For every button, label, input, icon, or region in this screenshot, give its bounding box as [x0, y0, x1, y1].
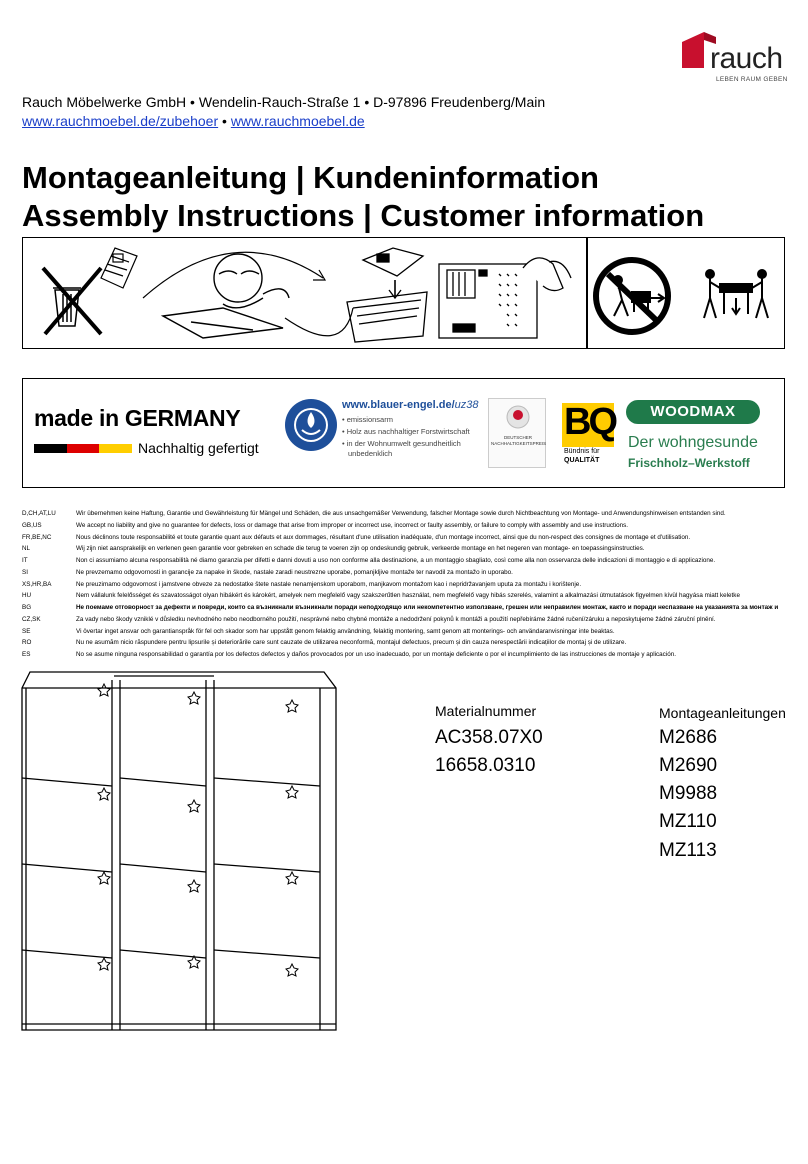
bq-line-2: QUALITÄT: [564, 457, 600, 464]
disclaimer-row: HU Nem vállalunk felelősséget és szavatosságot olyan hibákért és károkért, amelyek nem megfelelő vagy szakszerűtlen használat, nem megfelelő vagy hibás szerelés, valamint a alkalmazási útmutatások figyelmen kívül hagyása miatt keletke: [22, 592, 740, 600]
disclaimer-row: FR,BE,NC Nous déclinons toute responsabilité et toute garantie quant aux défauts et aux dommages, résultant d'une utilisation inadéquate, d'un montage incorrect, ainsi que du non-respect des consignes de montage et d'utilisation.: [22, 533, 691, 541]
company-address: Rauch Möbelwerke GmbH • Wendelin-Rauch-Straße 1 • D-97896 Freudenberg/Main: [22, 94, 546, 110]
blauer-engel-seal: [284, 396, 479, 470]
bq-letters: BQ: [564, 401, 615, 443]
woodmax-line-1: Der wohngesunde: [628, 434, 758, 451]
disclaimer-row: CZ,SK Za vady nebo škody vzniklé v důsledku nevhodného nebo neodborného použití, nesprávné nebo chybné montáže a nedodržení pokynů k montáži a použití nepřebíráme žádné ručení/záruku a neposkytujeme žádné záruční plnění.: [22, 615, 716, 623]
material-number: 16658.0310: [435, 755, 536, 776]
no-sliding-warning-panel: [587, 237, 785, 349]
woodmax-logo: WOODMAX: [626, 400, 760, 424]
instruction-number: MZ110: [659, 811, 717, 832]
header-links: [22, 113, 365, 129]
wardrobe-product-drawing: [16, 668, 338, 1033]
disclaimer-row: XS,HR,BA Ne preuzimamo odgovornost i jamstvene obveze za nedostatke štete nastale nenamjenskom uporabom, manjkavom montažom kao i nepridržavanjem uputa za montažu i korištenje.: [22, 580, 582, 588]
accessories-link[interactable]: www.rauchmoebel.de/zubehoer: [22, 113, 219, 129]
page-title-de: Montageanleitung | Kundeninformation: [22, 160, 599, 195]
instruction-number: M2690: [659, 755, 718, 776]
folder-storage-icon: [347, 248, 427, 342]
logo-wordmark: rauch: [710, 42, 783, 75]
reading-person-icon: [163, 254, 289, 338]
logo-tagline: LEBEN RAUM GEBEN: [716, 76, 788, 83]
blauer-engel-item: • Holz aus nachhaltiger Forstwirtschaft: [342, 427, 470, 436]
no-trash-icon: [43, 268, 101, 334]
instruction-steps-panel: [22, 237, 587, 349]
instruction-sheet-icon: [439, 258, 571, 338]
bq-line-1: Bündnis für: [564, 448, 600, 455]
disclaimer-row: SI Ne prevzemamo odgovornosti in garancije za napake in škode, nastale zaradi neustrezne uporabe, pomanjkljive montaže ter navodil za montažo in uporabo.: [22, 568, 513, 576]
disclaimer-row: IT Non ci assumiamo alcuna responsabilità né diamo garanzia per difetti e danni dovuti a uso non conforme alla destinazione, a un montaggio sbagliato, così come alla non osservanza delle indicazioni di montaggio e di applicazione.: [22, 557, 716, 564]
bq-quality-badge: [560, 401, 616, 467]
award-line-2: NACHHALTIGKEITSPREIS: [491, 441, 547, 446]
disclaimer-row: NL Wij zijn niet aansprakelijk en verlenen geen garantie voor gebreken en schade die terug te voeren zijn op ondeskundig gebruik, verkeerde montage en het negeren van montage- en toepassingsinstructies.: [22, 545, 645, 553]
instruction-steps-illustration: [23, 238, 585, 347]
disclaimer-row: GB,US We accept no liability and give no guarantee for defects, loss or damage that arise from improper or incorrect use, incorrect or faulty assembly, or failure to comply with assembly and use instructions.: [22, 521, 629, 529]
instruction-number: M2686: [659, 727, 718, 748]
connector-star-icons: [98, 684, 298, 976]
disclaimer-row: RO Nu ne asumăm nicio răspundere pentru lipsurile și deteriorările care sunt cauzate de utilizarea neconformă, montajul defectuos, precum și din cauza nerespectării indicațiilor de montaj și de utilizare.: [22, 639, 627, 647]
disclaimer-row: SE Vi övertar inget ansvar och garantianspråk för fel och skador som har uppstått genom felaktig användning, felaktig montering, samt genom att monterings- och användaranvisningar inte beaktas.: [22, 627, 615, 635]
page-title-en: Assembly Instructions | Customer information: [22, 198, 705, 233]
website-link[interactable]: www.rauchmoebel.de: [230, 113, 365, 129]
material-number-label: Materialnummer: [435, 703, 537, 719]
blauer-engel-item: unbedenklich: [348, 449, 393, 458]
woodmax-line-2: Frischholz–Werkstoff: [628, 456, 750, 470]
instruction-number: M9988: [659, 783, 718, 804]
made-in-germany-label: made in GERMANY: [34, 405, 241, 431]
disclaimer-row: D,CH,AT,LU Wir übernehmen keine Haftung, Garantie und Gewährleistung für Mängel und Schäden, die aus unsachgemäßer Verwendung, falscher Montage sowie durch Nichtbeachtung von Montage- und Anwendungshinweisen entstanden sind.: [22, 510, 726, 517]
blauer-engel-icon: [284, 398, 338, 452]
award-line-1: DEUTSCHER: [503, 435, 532, 440]
disclaimer-row: BG Не поемаме отговорност за дефекти и повреди, които са възникнали възникнали поради неподходящо или некомпетентно използване, грешен или неправилен монтаж, както и поради неспазване на указанията за монтаж и: [22, 604, 779, 611]
liability-disclaimers: [22, 508, 788, 661]
woodmax-badge: [626, 400, 776, 472]
blauer-engel-item: • emissionsarm: [342, 415, 393, 424]
blauer-engel-url: www.blauer-engel.de/uz38: [342, 399, 479, 411]
arrow-1-icon: [143, 252, 323, 298]
german-flag-icon: [34, 444, 132, 453]
rauch-logo: [680, 28, 790, 83]
instruction-number: MZ113: [659, 840, 717, 861]
arrow-2-icon: [285, 308, 353, 336]
award-sphere-icon: [506, 405, 530, 429]
nachhaltigkeitspreis-badge: [488, 398, 546, 468]
material-number: AC358.07X0: [435, 727, 543, 748]
disclaimer-row: ES No se asume ninguna responsabilidad o garantía por los defectos defectos y daños provocados por un uso inadecuado, por un montaje deficiente o por el incumplimiento de las instrucciones de montaje y aplicación.: [22, 651, 676, 658]
link-separator: •: [218, 113, 231, 129]
made-in-germany-subtitle: Nachhaltig gefertigt: [138, 440, 259, 456]
instructions-label: Montageanleitungen: [659, 705, 786, 721]
instruction-leaflet-icon: [101, 248, 137, 288]
no-sliding-furniture-icon: [588, 238, 783, 347]
blauer-engel-item: • in der Wohnumwelt gesundheitlich: [342, 439, 461, 448]
